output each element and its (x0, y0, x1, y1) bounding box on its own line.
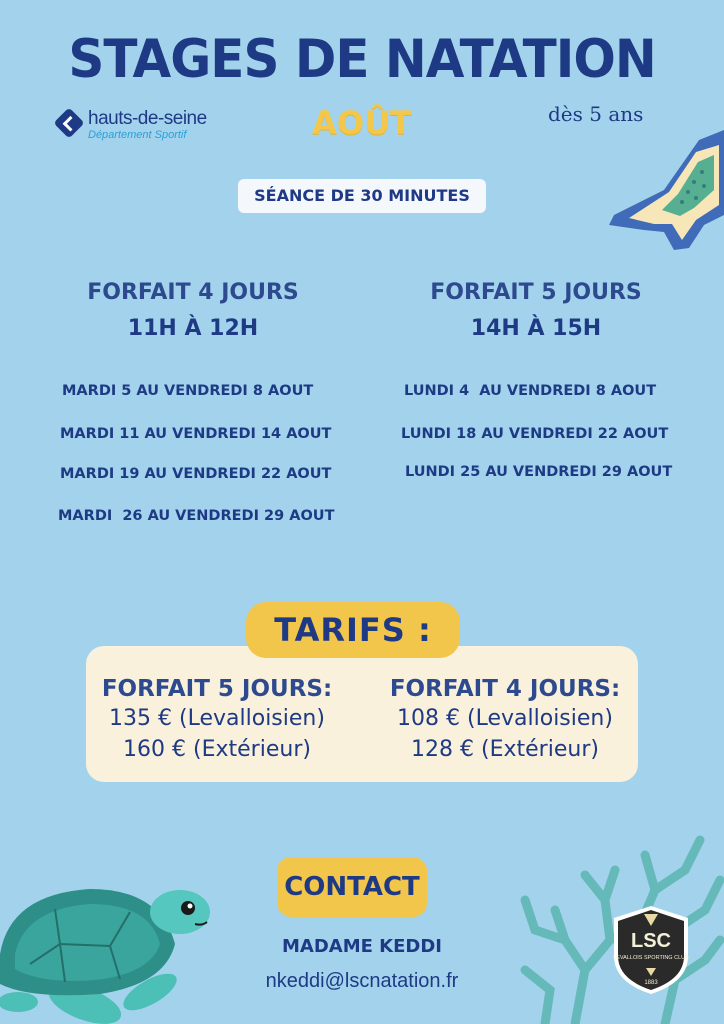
club-abbreviation: LSC (631, 930, 671, 952)
tarif-col2-title: FORFAIT 4 JOURS: (389, 676, 621, 702)
contact-email-link[interactable]: nkeddi@lscnatation.fr (265, 970, 459, 992)
club-name: LEVALLOIS SPORTING CLUB (613, 955, 689, 961)
forfait4-hours: 11H À 12H (127, 316, 259, 341)
session-duration-badge: SÉANCE DE 30 MINUTES (238, 179, 486, 213)
club-year: 1883 (644, 980, 658, 986)
forfait4-date: MARDI 26 AU VENDREDI 29 AOUT (58, 508, 335, 524)
tarifs-heading: TARIFS : (246, 602, 460, 658)
forfait5-date: LUNDI 25 AU VENDREDI 29 AOUT (405, 464, 673, 480)
forfait5-date: LUNDI 18 AU VENDREDI 22 AOUT (401, 426, 669, 442)
lsc-club-logo (612, 904, 690, 996)
month-label: AOÛT (312, 104, 412, 142)
tarif-col1-resident: 135 € (Levalloisien) (109, 706, 325, 731)
tarif-col1-external: 160 € (Extérieur) (123, 737, 311, 762)
page-title: STAGES DE NATATION (68, 28, 656, 90)
contact-heading: CONTACT (277, 857, 427, 917)
forfait4-date: MARDI 5 AU VENDREDI 8 AOUT (62, 383, 314, 399)
sponsor-subtitle: Département Sportif (88, 129, 187, 141)
forfait4-title: FORFAIT 4 JOURS (87, 280, 299, 305)
tarif-col1-title: FORFAIT 5 JOURS: (101, 676, 333, 702)
sponsor-name: hauts-de-seine (88, 108, 207, 129)
forfait5-date: LUNDI 4 AU VENDREDI 8 AOUT (404, 383, 657, 399)
contact-name: MADAME KEDDI (281, 936, 442, 957)
age-label: dès 5 ans (548, 102, 644, 126)
forfait5-title: FORFAIT 5 JOURS (430, 280, 642, 305)
tarif-col2-resident: 108 € (Levalloisien) (397, 706, 613, 731)
forfait5-hours: 14H À 15H (470, 316, 602, 341)
forfait4-date: MARDI 11 AU VENDREDI 14 AOUT (60, 426, 332, 442)
forfait4-date: MARDI 19 AU VENDREDI 22 AOUT (60, 466, 332, 482)
tarif-col2-external: 128 € (Extérieur) (411, 737, 599, 762)
